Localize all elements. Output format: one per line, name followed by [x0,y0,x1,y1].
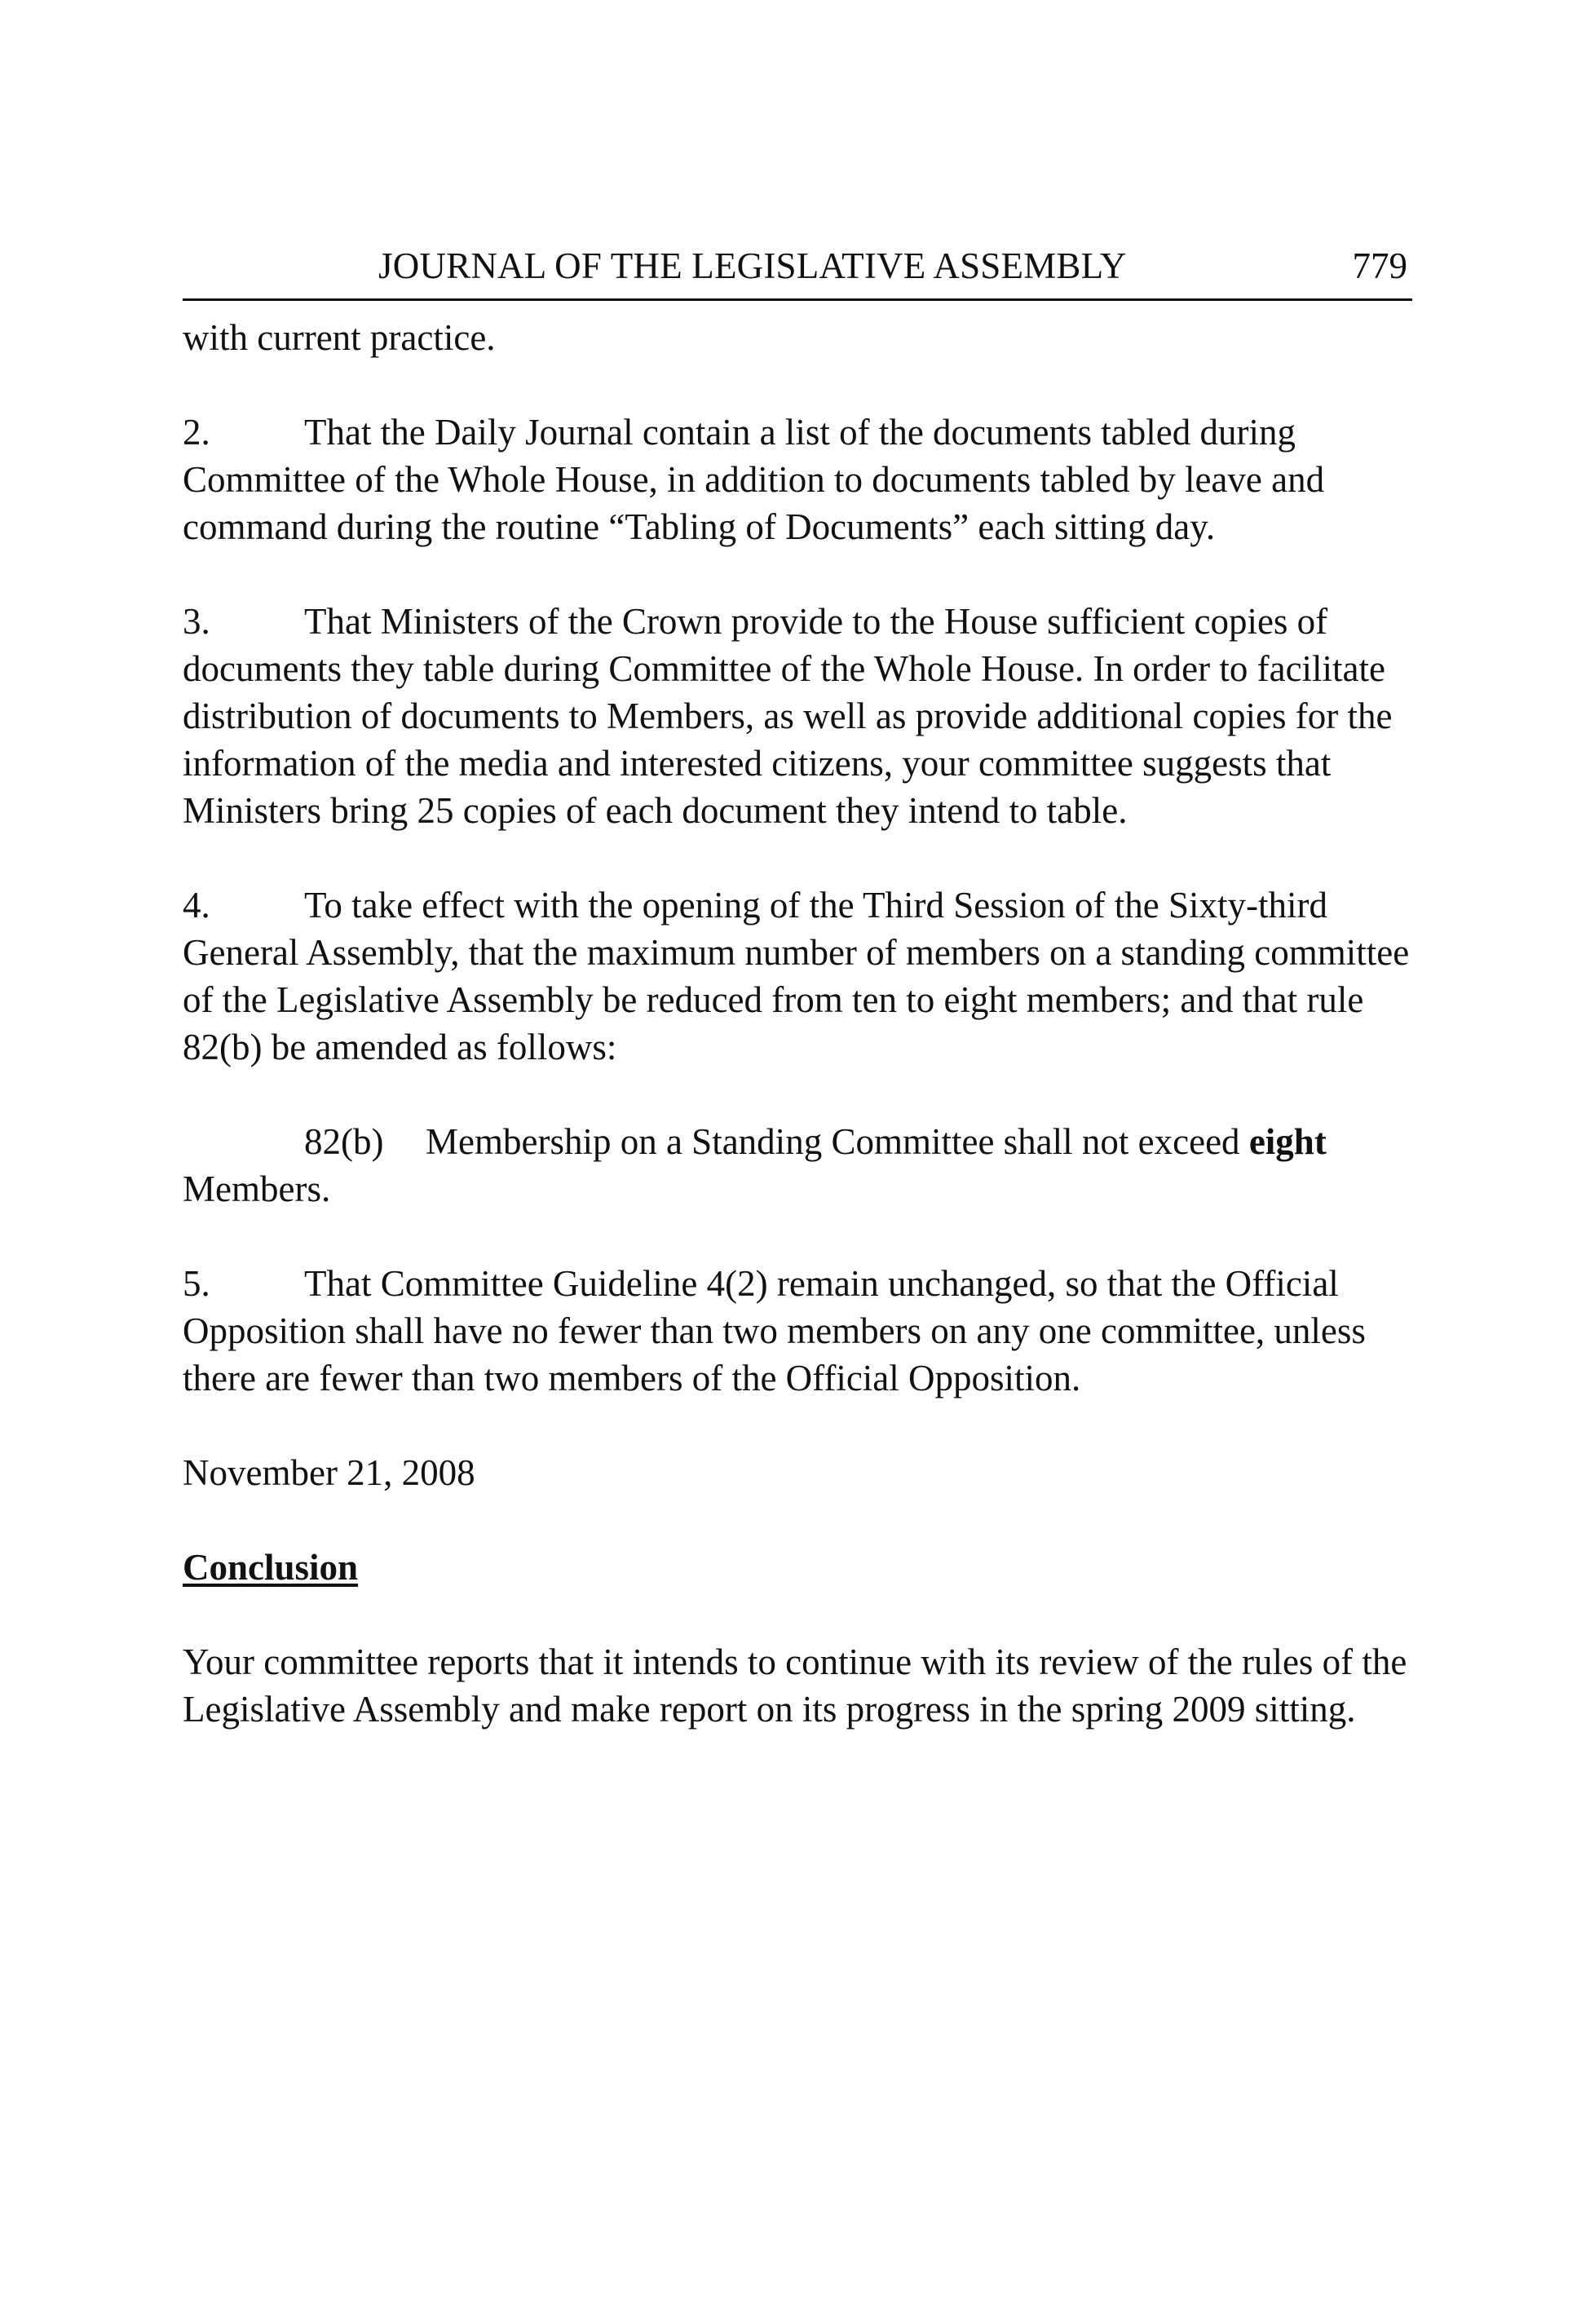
recommendation-4 [183,881,1412,1071]
conclusion-heading: Conclusion [183,1547,359,1588]
conclusion-text: Your committee reports that it intends to continue with its review of the rules of the Legislative Assembly and make report on its progress in the spring 2009 sitting. [183,1641,1407,1730]
item-text: That the Daily Journal contain a list of the documents tabled during Committee of the Whole House, in addition to documents tabled by leave and command during the routine “Tabling of Documents” each sitting day. [183,412,1325,547]
rule-bold-word: eight [1248,1121,1327,1162]
journal-page [183,236,1412,1733]
rule-text-after: Members. [183,1169,331,1209]
rule-number: 82(b) [304,1121,384,1162]
document-body [183,314,1412,1733]
item-text: That Ministers of the Crown provide to the House sufficient copies of documents they table during Committee of the Whole House. In order to facilitate distribution of documents to Members, as well as provide additional copies for the information of the media and interested citizens, your committee suggests that Ministers bring 25 copies of each document they intend to table. [183,601,1393,831]
rule-82b-quote [183,1118,1412,1213]
running-header [183,236,1412,301]
item-number: 3. [183,601,210,642]
rule-text-before: Membership on a Standing Committee shall not exceed [426,1121,1249,1162]
continuation-text: with current practice. [183,317,496,358]
recommendation-2 [183,409,1412,550]
recommendation-3 [183,598,1412,834]
page-number: 779 [1352,245,1407,286]
item-text: That Committee Guideline 4(2) remain unchanged, so that the Official Opposition shall have no fewer than two members on any one committee, unless there are fewer than two members of the Official Opposition. [183,1263,1366,1398]
report-date: November 21, 2008 [183,1452,475,1493]
item-number: 4. [183,885,210,926]
recommendation-5 [183,1260,1412,1402]
item-number: 2. [183,412,210,453]
journal-title: JOURNAL OF THE LEGISLATIVE ASSEMBLY [378,245,1127,286]
item-text: To take effect with the opening of the Third Session of the Sixty-third General Assembly, that the maximum number of members on a standing committee of the Legislative Assembly be reduced from ten to eight members; and that rule 82(b) be amended as follows: [183,885,1410,1067]
item-number: 5. [183,1263,210,1304]
